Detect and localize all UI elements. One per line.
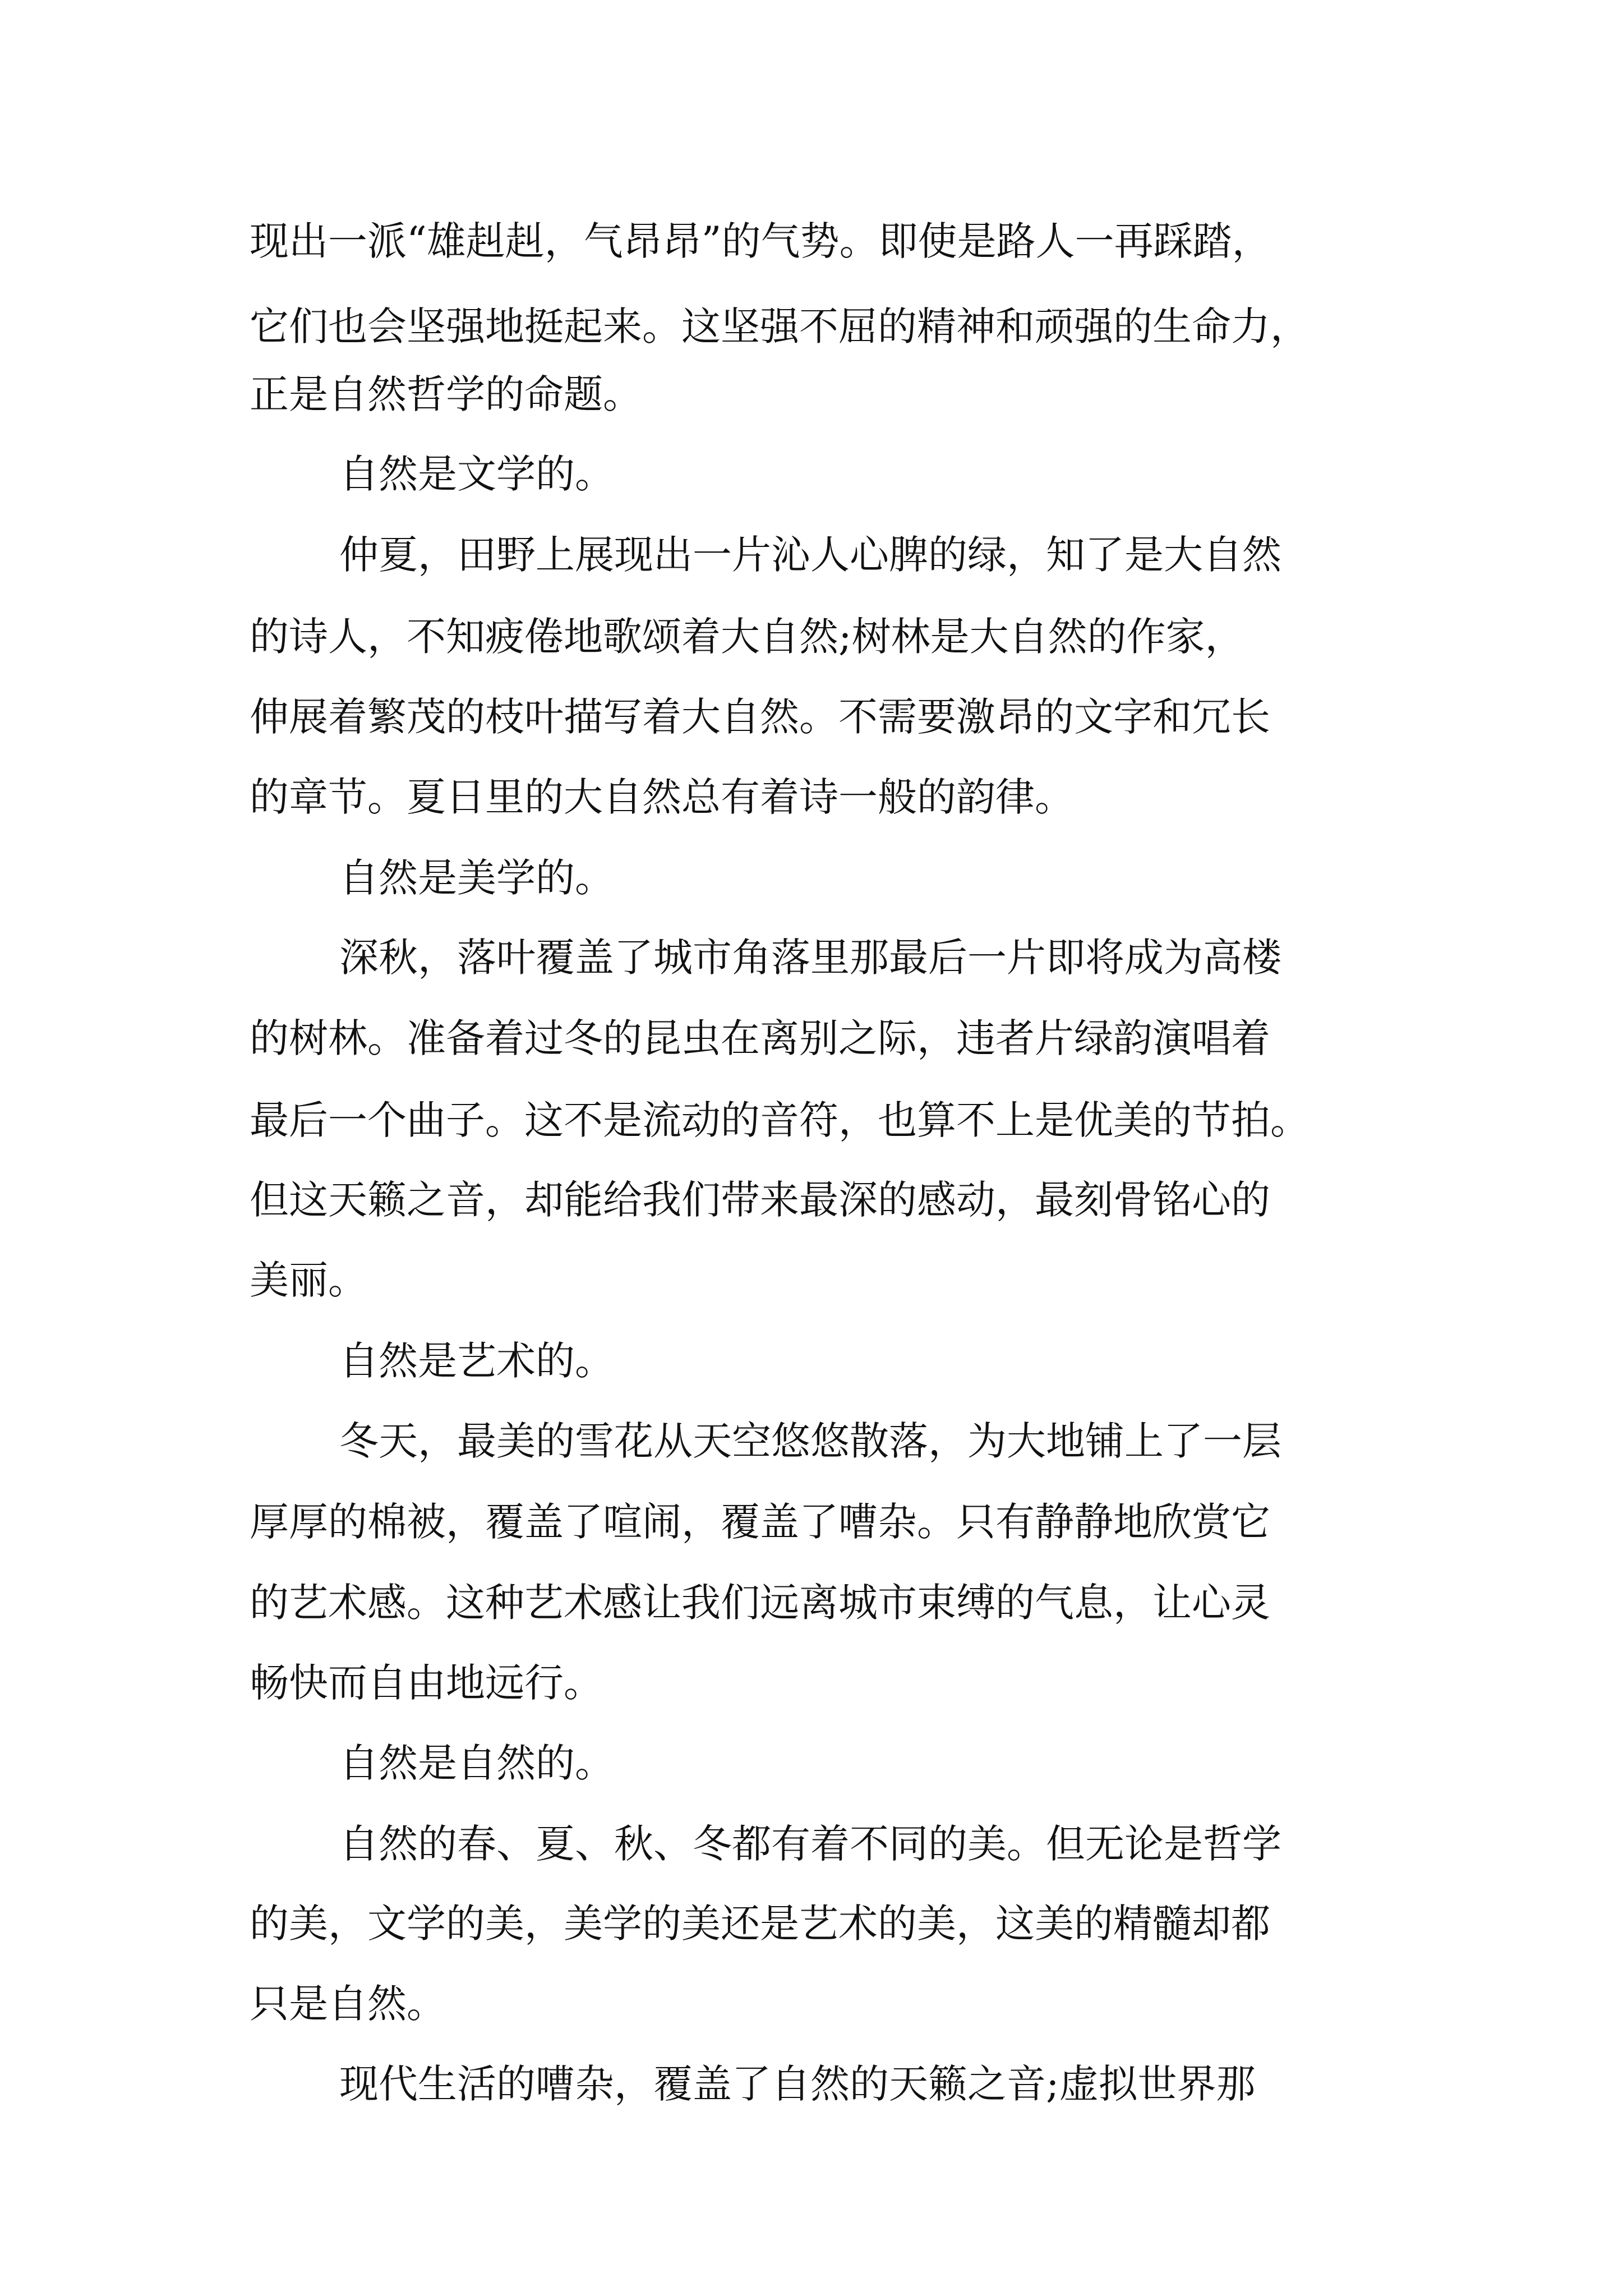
text-line: 的美，文学的美，美学的美还是艺术的美，这美的精髓却都 [250,1901,1270,1947]
text-line: 正是自然哲学的命题。 [250,371,642,417]
paragraph-first-line: 冬天，最美的雪花从天空悠悠散落，为大地铺上了一层 [339,1418,1281,1464]
text-line: 的章节。夏日里的大自然总有着诗一般的韵律。 [250,774,1074,820]
text-line: 的诗人，不知疲倦地歌颂着大自然;树林是大自然的作家， [250,614,1244,660]
text-line: 现出一派“雄赳赳，气昂昂”的气势。即使是路人一再踩踏， [250,218,1271,264]
text-line: 但这天籁之音，却能给我们带来最深的感动，最刻骨铭心的 [250,1177,1270,1223]
text-line: 畅快而自由地远行。 [250,1660,603,1706]
section-heading: 自然是文学的。 [339,451,614,497]
paragraph-first-line: 仲夏，田野上展现出一片沁人心脾的绿，知了是大自然 [339,532,1281,578]
text-line: 美丽。 [250,1257,367,1303]
section-heading: 自然是自然的。 [339,1740,614,1786]
text-line: 的树林。准备着过冬的昆虫在离别之际，违者片绿韵演唱着 [250,1015,1270,1061]
section-heading: 自然是艺术的。 [339,1338,614,1384]
text-line: 伸展着繁茂的枝叶描写着大自然。不需要激昂的文字和冗长 [250,694,1270,740]
paragraph-first-line: 自然的春、夏、秋、冬都有着不同的美。但无论是哲学 [339,1821,1281,1867]
text-line: 它们也会坚强地挺起来。这坚强不屈的精神和顽强的生命力， [250,303,1310,349]
paragraph-first-line: 现代生活的嘈杂，覆盖了自然的天籁之音;虚拟世界那 [339,2061,1256,2107]
text-line: 的艺术感。这种艺术感让我们远离城市束缚的气息，让心灵 [250,1580,1270,1626]
paragraph-first-line: 深秋，落叶覆盖了城市角落里那最后一片即将成为高楼 [339,935,1281,981]
text-line: 只是自然。 [250,1981,446,2027]
section-heading: 自然是美学的。 [339,855,614,901]
text-line: 厚厚的棉被，覆盖了喧闹，覆盖了嘈杂。只有静静地欣赏它 [250,1499,1270,1545]
text-line: 最后一个曲子。这不是流动的音符，也算不上是优美的节拍。 [250,1097,1310,1143]
